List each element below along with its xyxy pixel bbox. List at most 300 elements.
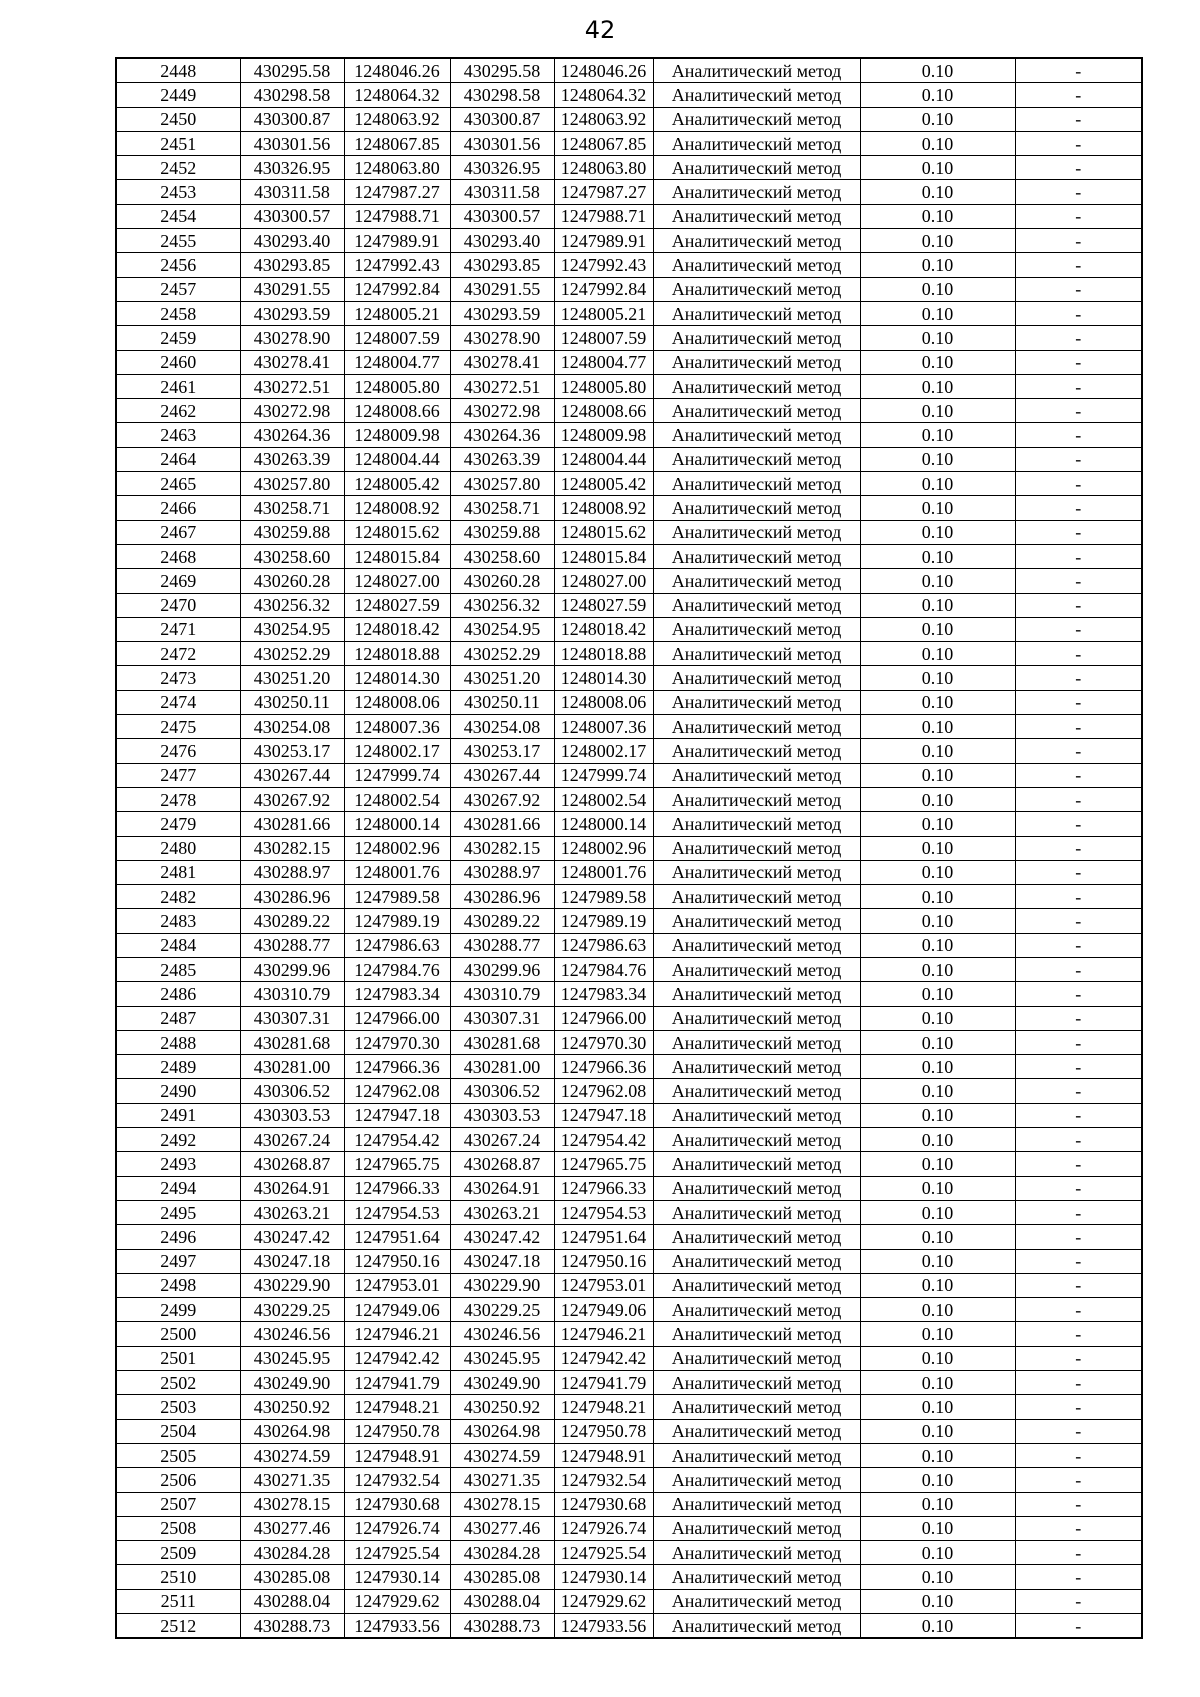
x-new-cell: 430303.53	[450, 1103, 554, 1127]
x-new-cell: 430281.68	[450, 1030, 554, 1054]
y-new-cell: 1248027.00	[554, 569, 653, 593]
note-cell: -	[1015, 763, 1142, 787]
y-new-cell: 1248064.32	[554, 83, 653, 107]
method-cell: Аналитический метод	[653, 1055, 860, 1079]
x-original-cell: 430291.55	[240, 277, 344, 301]
y-new-cell: 1247950.78	[554, 1419, 653, 1443]
point-number-cell: 2458	[116, 301, 240, 325]
y-new-cell: 1247951.64	[554, 1225, 653, 1249]
table-row	[116, 1395, 1142, 1419]
table-row	[116, 544, 1142, 568]
note-cell: -	[1015, 520, 1142, 544]
y-original-cell: 1248002.17	[344, 739, 450, 763]
x-new-cell: 430245.95	[450, 1346, 554, 1370]
x-original-cell: 430260.28	[240, 569, 344, 593]
y-original-cell: 1247966.36	[344, 1055, 450, 1079]
x-new-cell: 430300.87	[450, 107, 554, 131]
accuracy-cell: 0.10	[860, 617, 1015, 641]
method-cell: Аналитический метод	[653, 1176, 860, 1200]
x-original-cell: 430272.51	[240, 374, 344, 398]
note-cell: -	[1015, 1322, 1142, 1346]
accuracy-cell: 0.10	[860, 1322, 1015, 1346]
x-new-cell: 430300.57	[450, 204, 554, 228]
point-number-cell: 2500	[116, 1322, 240, 1346]
y-new-cell: 1247966.36	[554, 1055, 653, 1079]
accuracy-cell: 0.10	[860, 1225, 1015, 1249]
y-original-cell: 1248000.14	[344, 812, 450, 836]
note-cell: -	[1015, 399, 1142, 423]
x-original-cell: 430310.79	[240, 982, 344, 1006]
y-original-cell: 1248067.85	[344, 131, 450, 155]
y-new-cell: 1248007.36	[554, 715, 653, 739]
x-original-cell: 430326.95	[240, 156, 344, 180]
y-new-cell: 1248018.42	[554, 617, 653, 641]
method-cell: Аналитический метод	[653, 1541, 860, 1565]
x-original-cell: 430258.60	[240, 544, 344, 568]
point-number-cell: 2491	[116, 1103, 240, 1127]
y-original-cell: 1247962.08	[344, 1079, 450, 1103]
x-new-cell: 430289.22	[450, 909, 554, 933]
method-cell: Аналитический метод	[653, 1419, 860, 1443]
y-new-cell: 1247987.27	[554, 180, 653, 204]
point-number-cell: 2467	[116, 520, 240, 544]
point-number-cell: 2504	[116, 1419, 240, 1443]
table-row	[116, 156, 1142, 180]
x-original-cell: 430288.04	[240, 1589, 344, 1613]
x-new-cell: 430264.91	[450, 1176, 554, 1200]
accuracy-cell: 0.10	[860, 1249, 1015, 1273]
point-number-cell: 2452	[116, 156, 240, 180]
method-cell: Аналитический метод	[653, 836, 860, 860]
x-original-cell: 430289.22	[240, 909, 344, 933]
note-cell: -	[1015, 982, 1142, 1006]
x-original-cell: 430264.36	[240, 423, 344, 447]
y-original-cell: 1248004.44	[344, 447, 450, 471]
y-new-cell: 1247941.79	[554, 1371, 653, 1395]
y-new-cell: 1247948.21	[554, 1395, 653, 1419]
point-number-cell: 2480	[116, 836, 240, 860]
y-original-cell: 1248005.42	[344, 472, 450, 496]
method-cell: Аналитический метод	[653, 1589, 860, 1613]
x-original-cell: 430293.59	[240, 301, 344, 325]
table-row	[116, 496, 1142, 520]
accuracy-cell: 0.10	[860, 860, 1015, 884]
table-row	[116, 690, 1142, 714]
y-original-cell: 1248001.76	[344, 860, 450, 884]
point-number-cell: 2487	[116, 1006, 240, 1030]
y-original-cell: 1248002.96	[344, 836, 450, 860]
table-row	[116, 957, 1142, 981]
y-original-cell: 1248008.66	[344, 399, 450, 423]
table-row	[116, 763, 1142, 787]
x-original-cell: 430278.90	[240, 326, 344, 350]
y-new-cell: 1248002.54	[554, 787, 653, 811]
method-cell: Аналитический метод	[653, 423, 860, 447]
x-original-cell: 430285.08	[240, 1565, 344, 1589]
table-row	[116, 253, 1142, 277]
x-new-cell: 430259.88	[450, 520, 554, 544]
y-new-cell: 1247926.74	[554, 1516, 653, 1540]
x-new-cell: 430264.36	[450, 423, 554, 447]
method-cell: Аналитический метод	[653, 1006, 860, 1030]
x-new-cell: 430268.87	[450, 1152, 554, 1176]
y-new-cell: 1248015.62	[554, 520, 653, 544]
x-new-cell: 430298.58	[450, 83, 554, 107]
table-row	[116, 909, 1142, 933]
x-original-cell: 430267.44	[240, 763, 344, 787]
x-new-cell: 430326.95	[450, 156, 554, 180]
x-new-cell: 430251.20	[450, 666, 554, 690]
x-original-cell: 430249.90	[240, 1371, 344, 1395]
table-row	[116, 812, 1142, 836]
table-row	[116, 301, 1142, 325]
accuracy-cell: 0.10	[860, 909, 1015, 933]
x-original-cell: 430298.58	[240, 83, 344, 107]
y-original-cell: 1247965.75	[344, 1152, 450, 1176]
x-original-cell: 430299.96	[240, 957, 344, 981]
x-new-cell: 430291.55	[450, 277, 554, 301]
accuracy-cell: 0.10	[860, 1006, 1015, 1030]
x-new-cell: 430252.29	[450, 642, 554, 666]
table-row	[116, 1103, 1142, 1127]
x-new-cell: 430306.52	[450, 1079, 554, 1103]
note-cell: -	[1015, 1249, 1142, 1273]
note-cell: -	[1015, 1395, 1142, 1419]
y-original-cell: 1248007.36	[344, 715, 450, 739]
note-cell: -	[1015, 58, 1142, 83]
table-row	[116, 1541, 1142, 1565]
x-original-cell: 430263.39	[240, 447, 344, 471]
x-original-cell: 430252.29	[240, 642, 344, 666]
y-new-cell: 1248008.92	[554, 496, 653, 520]
x-new-cell: 430278.15	[450, 1492, 554, 1516]
method-cell: Аналитический метод	[653, 83, 860, 107]
accuracy-cell: 0.10	[860, 715, 1015, 739]
y-new-cell: 1247932.54	[554, 1468, 653, 1492]
method-cell: Аналитический метод	[653, 933, 860, 957]
y-new-cell: 1247966.00	[554, 1006, 653, 1030]
method-cell: Аналитический метод	[653, 350, 860, 374]
x-new-cell: 430264.98	[450, 1419, 554, 1443]
point-number-cell: 2455	[116, 229, 240, 253]
table-row	[116, 277, 1142, 301]
point-number-cell: 2457	[116, 277, 240, 301]
method-cell: Аналитический метод	[653, 1371, 860, 1395]
y-new-cell: 1248007.59	[554, 326, 653, 350]
note-cell: -	[1015, 447, 1142, 471]
table-row	[116, 1006, 1142, 1030]
y-original-cell: 1247950.16	[344, 1249, 450, 1273]
accuracy-cell: 0.10	[860, 107, 1015, 131]
accuracy-cell: 0.10	[860, 1516, 1015, 1540]
y-original-cell: 1248027.59	[344, 593, 450, 617]
note-cell: -	[1015, 472, 1142, 496]
x-original-cell: 430254.95	[240, 617, 344, 641]
table-row	[116, 83, 1142, 107]
point-number-cell: 2481	[116, 860, 240, 884]
note-cell: -	[1015, 1614, 1142, 1639]
accuracy-cell: 0.10	[860, 1273, 1015, 1297]
method-cell: Аналитический метод	[653, 472, 860, 496]
x-new-cell: 430277.46	[450, 1516, 554, 1540]
note-cell: -	[1015, 107, 1142, 131]
x-new-cell: 430299.96	[450, 957, 554, 981]
accuracy-cell: 0.10	[860, 642, 1015, 666]
coordinates-table	[115, 57, 1143, 1639]
y-new-cell: 1247933.56	[554, 1614, 653, 1639]
method-cell: Аналитический метод	[653, 569, 860, 593]
point-number-cell: 2451	[116, 131, 240, 155]
method-cell: Аналитический метод	[653, 763, 860, 787]
x-new-cell: 430282.15	[450, 836, 554, 860]
y-new-cell: 1247954.53	[554, 1200, 653, 1224]
note-cell: -	[1015, 1492, 1142, 1516]
note-cell: -	[1015, 1589, 1142, 1613]
x-new-cell: 430267.44	[450, 763, 554, 787]
y-new-cell: 1248005.80	[554, 374, 653, 398]
point-number-cell: 2503	[116, 1395, 240, 1419]
point-number-cell: 2476	[116, 739, 240, 763]
note-cell: -	[1015, 1055, 1142, 1079]
note-cell: -	[1015, 1103, 1142, 1127]
y-original-cell: 1247989.58	[344, 885, 450, 909]
x-original-cell: 430251.20	[240, 666, 344, 690]
method-cell: Аналитический метод	[653, 180, 860, 204]
table-row	[116, 1030, 1142, 1054]
y-new-cell: 1247989.91	[554, 229, 653, 253]
table-row	[116, 131, 1142, 155]
point-number-cell: 2461	[116, 374, 240, 398]
y-new-cell: 1248002.96	[554, 836, 653, 860]
table-row	[116, 860, 1142, 884]
accuracy-cell: 0.10	[860, 447, 1015, 471]
table-row	[116, 229, 1142, 253]
x-original-cell: 430258.71	[240, 496, 344, 520]
x-original-cell: 430300.87	[240, 107, 344, 131]
method-cell: Аналитический метод	[653, 107, 860, 131]
note-cell: -	[1015, 1565, 1142, 1589]
accuracy-cell: 0.10	[860, 933, 1015, 957]
method-cell: Аналитический метод	[653, 982, 860, 1006]
x-new-cell: 430272.98	[450, 399, 554, 423]
point-number-cell: 2464	[116, 447, 240, 471]
y-new-cell: 1247988.71	[554, 204, 653, 228]
method-cell: Аналитический метод	[653, 860, 860, 884]
accuracy-cell: 0.10	[860, 1614, 1015, 1639]
x-original-cell: 430295.58	[240, 58, 344, 83]
x-new-cell: 430263.39	[450, 447, 554, 471]
accuracy-cell: 0.10	[860, 1055, 1015, 1079]
y-original-cell: 1247953.01	[344, 1273, 450, 1297]
accuracy-cell: 0.10	[860, 496, 1015, 520]
y-new-cell: 1247950.16	[554, 1249, 653, 1273]
y-original-cell: 1248009.98	[344, 423, 450, 447]
point-number-cell: 2489	[116, 1055, 240, 1079]
method-cell: Аналитический метод	[653, 1468, 860, 1492]
x-new-cell: 430246.56	[450, 1322, 554, 1346]
method-cell: Аналитический метод	[653, 715, 860, 739]
y-original-cell: 1248005.80	[344, 374, 450, 398]
y-new-cell: 1248008.06	[554, 690, 653, 714]
x-original-cell: 430278.15	[240, 1492, 344, 1516]
method-cell: Аналитический метод	[653, 909, 860, 933]
method-cell: Аналитический метод	[653, 1322, 860, 1346]
y-original-cell: 1247992.43	[344, 253, 450, 277]
y-original-cell: 1248064.32	[344, 83, 450, 107]
table-row	[116, 374, 1142, 398]
point-number-cell: 2501	[116, 1346, 240, 1370]
note-cell: -	[1015, 1006, 1142, 1030]
y-original-cell: 1248008.06	[344, 690, 450, 714]
y-new-cell: 1247989.58	[554, 885, 653, 909]
note-cell: -	[1015, 180, 1142, 204]
note-cell: -	[1015, 885, 1142, 909]
point-number-cell: 2509	[116, 1541, 240, 1565]
x-new-cell: 430263.21	[450, 1200, 554, 1224]
y-original-cell: 1248027.00	[344, 569, 450, 593]
note-cell: -	[1015, 1079, 1142, 1103]
y-new-cell: 1247992.84	[554, 277, 653, 301]
table-row	[116, 933, 1142, 957]
x-new-cell: 430286.96	[450, 885, 554, 909]
y-original-cell: 1248002.54	[344, 787, 450, 811]
x-original-cell: 430253.17	[240, 739, 344, 763]
y-original-cell: 1247954.53	[344, 1200, 450, 1224]
x-original-cell: 430281.66	[240, 812, 344, 836]
point-number-cell: 2511	[116, 1589, 240, 1613]
y-original-cell: 1248007.59	[344, 326, 450, 350]
table-row	[116, 593, 1142, 617]
point-number-cell: 2485	[116, 957, 240, 981]
note-cell: -	[1015, 1152, 1142, 1176]
table-row	[116, 1176, 1142, 1200]
accuracy-cell: 0.10	[860, 156, 1015, 180]
note-cell: -	[1015, 156, 1142, 180]
method-cell: Аналитический метод	[653, 787, 860, 811]
x-new-cell: 430247.18	[450, 1249, 554, 1273]
y-new-cell: 1247965.75	[554, 1152, 653, 1176]
table-row	[116, 1492, 1142, 1516]
method-cell: Аналитический метод	[653, 58, 860, 83]
y-new-cell: 1247930.68	[554, 1492, 653, 1516]
y-new-cell: 1248001.76	[554, 860, 653, 884]
accuracy-cell: 0.10	[860, 569, 1015, 593]
y-original-cell: 1247951.64	[344, 1225, 450, 1249]
x-new-cell: 430288.77	[450, 933, 554, 957]
y-new-cell: 1248000.14	[554, 812, 653, 836]
y-original-cell: 1248014.30	[344, 666, 450, 690]
point-number-cell: 2473	[116, 666, 240, 690]
y-new-cell: 1247954.42	[554, 1128, 653, 1152]
point-number-cell: 2468	[116, 544, 240, 568]
x-original-cell: 430300.57	[240, 204, 344, 228]
table-row	[116, 1055, 1142, 1079]
table-row	[116, 1516, 1142, 1540]
x-original-cell: 430247.42	[240, 1225, 344, 1249]
x-new-cell: 430281.66	[450, 812, 554, 836]
point-number-cell: 2479	[116, 812, 240, 836]
point-number-cell: 2454	[116, 204, 240, 228]
note-cell: -	[1015, 642, 1142, 666]
accuracy-cell: 0.10	[860, 399, 1015, 423]
y-new-cell: 1247929.62	[554, 1589, 653, 1613]
y-original-cell: 1248063.80	[344, 156, 450, 180]
method-cell: Аналитический метод	[653, 1273, 860, 1297]
y-original-cell: 1247949.06	[344, 1298, 450, 1322]
y-original-cell: 1247930.68	[344, 1492, 450, 1516]
x-original-cell: 430254.08	[240, 715, 344, 739]
y-new-cell: 1247999.74	[554, 763, 653, 787]
accuracy-cell: 0.10	[860, 1346, 1015, 1370]
accuracy-cell: 0.10	[860, 982, 1015, 1006]
y-new-cell: 1247946.21	[554, 1322, 653, 1346]
note-cell: -	[1015, 957, 1142, 981]
y-original-cell: 1247947.18	[344, 1103, 450, 1127]
note-cell: -	[1015, 812, 1142, 836]
accuracy-cell: 0.10	[860, 836, 1015, 860]
note-cell: -	[1015, 83, 1142, 107]
accuracy-cell: 0.10	[860, 277, 1015, 301]
note-cell: -	[1015, 544, 1142, 568]
accuracy-cell: 0.10	[860, 1492, 1015, 1516]
method-cell: Аналитический метод	[653, 1298, 860, 1322]
x-new-cell: 430278.41	[450, 350, 554, 374]
y-new-cell: 1247970.30	[554, 1030, 653, 1054]
accuracy-cell: 0.10	[860, 350, 1015, 374]
x-original-cell: 430246.56	[240, 1322, 344, 1346]
note-cell: -	[1015, 301, 1142, 325]
point-number-cell: 2493	[116, 1152, 240, 1176]
point-number-cell: 2471	[116, 617, 240, 641]
table-row	[116, 715, 1142, 739]
note-cell: -	[1015, 1298, 1142, 1322]
y-original-cell: 1248018.88	[344, 642, 450, 666]
table-row	[116, 642, 1142, 666]
point-number-cell: 2497	[116, 1249, 240, 1273]
accuracy-cell: 0.10	[860, 1541, 1015, 1565]
method-cell: Аналитический метод	[653, 1079, 860, 1103]
y-original-cell: 1248018.42	[344, 617, 450, 641]
y-original-cell: 1247983.34	[344, 982, 450, 1006]
x-new-cell: 430288.97	[450, 860, 554, 884]
accuracy-cell: 0.10	[860, 957, 1015, 981]
method-cell: Аналитический метод	[653, 1492, 860, 1516]
x-original-cell: 430229.90	[240, 1273, 344, 1297]
y-new-cell: 1247949.06	[554, 1298, 653, 1322]
table-row	[116, 180, 1142, 204]
table-row	[116, 350, 1142, 374]
point-number-cell: 2507	[116, 1492, 240, 1516]
x-new-cell: 430295.58	[450, 58, 554, 83]
y-new-cell: 1248014.30	[554, 666, 653, 690]
point-number-cell: 2496	[116, 1225, 240, 1249]
table-row	[116, 1614, 1142, 1639]
note-cell: -	[1015, 253, 1142, 277]
note-cell: -	[1015, 374, 1142, 398]
method-cell: Аналитический метод	[653, 1516, 860, 1540]
x-original-cell: 430301.56	[240, 131, 344, 155]
note-cell: -	[1015, 593, 1142, 617]
note-cell: -	[1015, 1225, 1142, 1249]
note-cell: -	[1015, 715, 1142, 739]
accuracy-cell: 0.10	[860, 1589, 1015, 1613]
table-row	[116, 1371, 1142, 1395]
method-cell: Аналитический метод	[653, 1249, 860, 1273]
y-new-cell: 1248063.92	[554, 107, 653, 131]
y-original-cell: 1247929.62	[344, 1589, 450, 1613]
method-cell: Аналитический метод	[653, 1030, 860, 1054]
x-new-cell: 430311.58	[450, 180, 554, 204]
